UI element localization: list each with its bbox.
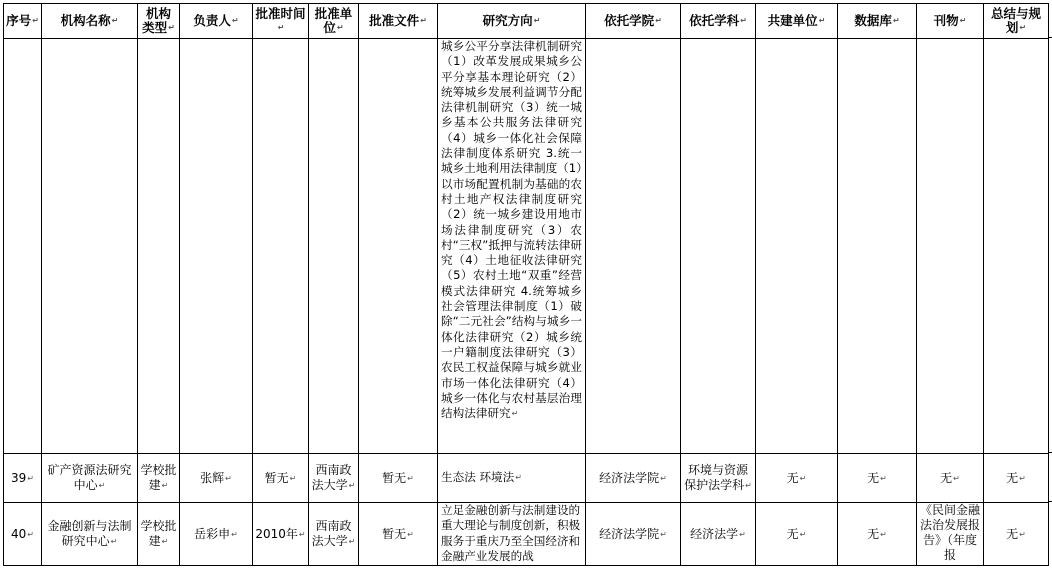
cell-database: [838, 39, 917, 454]
cell-partner: 无↵: [756, 503, 838, 566]
cell-time: [253, 39, 309, 454]
header-row: [4, 4, 1049, 39]
header-time: 批准时间↵: [253, 4, 309, 39]
cell-database: 无↵: [838, 503, 917, 566]
header-type: 机构类型↵: [138, 4, 180, 39]
cell-journal: [917, 39, 984, 454]
cell-head: 张辉↵: [180, 454, 253, 503]
header-direction: 研究方向↵: [438, 4, 586, 39]
cell-partner: [756, 39, 838, 454]
institutions-table: [3, 3, 1049, 566]
cell-direction: 生态法 环境法↵: [438, 454, 586, 503]
cell-type: 学校批建↵: [138, 503, 180, 566]
cell-head: [180, 39, 253, 454]
cell-name: [42, 39, 138, 454]
header-discipline: 依托学科↵: [681, 4, 756, 39]
cell-unit: 西南政法大学↵: [309, 454, 359, 503]
header-unit: 批准单位↵: [309, 4, 359, 39]
header-college: 依托学院↵: [586, 4, 681, 39]
cell-college: 经济法学院↵: [586, 503, 681, 566]
table-row: [4, 503, 1049, 566]
cell-discipline: 环境与资源保护法学科↵: [681, 454, 756, 503]
table-row: [4, 454, 1049, 503]
cell-journal: 《民间金融法治发展报告》（年度报: [917, 503, 984, 566]
header-name: 机构名称↵: [42, 4, 138, 39]
cell-file: 暂无↵: [359, 503, 438, 566]
cell-file: 暂无↵: [359, 454, 438, 503]
cell-name: 金融创新与法制研究中心↵: [42, 503, 138, 566]
cell-partner: 无↵: [756, 454, 838, 503]
cell-no: 39↵: [4, 454, 42, 503]
cell-name: 矿产资源法研究中心↵: [42, 454, 138, 503]
cell-college: [586, 39, 681, 454]
table-row-continuation: [4, 39, 1049, 454]
cell-discipline: 经济法学↵: [681, 503, 756, 566]
cell-time: 暂无↵: [253, 454, 309, 503]
cell-unit: [309, 39, 359, 454]
cell-database: 无↵: [838, 454, 917, 503]
header-no: 序号↵: [4, 4, 42, 39]
cell-no: 40↵: [4, 503, 42, 566]
cell-unit: 西南政法大学↵: [309, 503, 359, 566]
header-summary: 总结与规划↵: [984, 4, 1049, 39]
cell-direction: 立足金融创新与法制建设的重大理论与制度创新，积极服务于重庆乃至全国经济和金融产业发展的战: [438, 503, 586, 566]
cell-journal: 无↵: [917, 454, 984, 503]
header-database: 数据库↵: [838, 4, 917, 39]
header-journal: 刊物↵: [917, 4, 984, 39]
cell-no: [4, 39, 42, 454]
cell-summary: [984, 39, 1049, 454]
cell-direction: 城乡公平分享法律机制研究（1）改革发展成果城乡公平分享基本理论研究（2）统筹城乡发展利益调节分配法律机制研究（3）统一城乡基本公共服务法律研究（4）城乡一体化社会保障法律制度体系研究 3.统一城乡土地利用法律制度（1）以市场配置机制为基础的农村土地产权法律制度研究（2）统一城乡建设用地市场法律制度研究（3）农村“三权”抵押与流转法律研究（4）土地征收法律研究（5）农村土地“双重”经营模式法律研究 4.统筹城乡社会管理法律制度（1）破除“二元社会”结构与城乡一体化法律研究（2）城乡统一户籍制度法律研究（3）农民工权益保障与城乡就业市场一体化法律研究（4）城乡一体化与农村基层治理结构法律研究↵: [438, 39, 586, 454]
cell-discipline: [681, 39, 756, 454]
cell-type: 学校批建↵: [138, 454, 180, 503]
cell-type: [138, 39, 180, 454]
cell-file: [359, 39, 438, 454]
cell-college: 经济法学院↵: [586, 454, 681, 503]
cell-time: 2010年↵: [253, 503, 309, 566]
cell-summary: 无↵: [984, 454, 1049, 503]
cell-summary: 无↵: [984, 503, 1049, 566]
header-partner: 共建单位↵: [756, 4, 838, 39]
cell-head: 岳彩申↵: [180, 503, 253, 566]
header-file: 批准文件↵: [359, 4, 438, 39]
header-head: 负责人↵: [180, 4, 253, 39]
